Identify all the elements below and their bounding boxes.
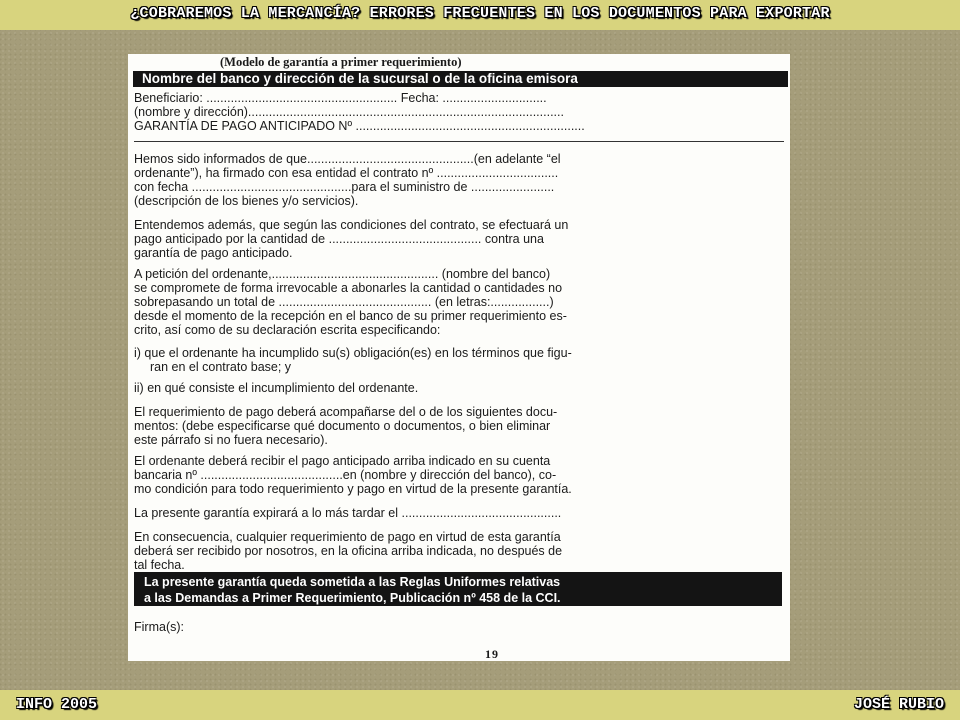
paragraph-1-line-2: ordenante”), ha firmado con esa entidad el contrato nº ................................... — [134, 166, 559, 180]
paragraph-1-line-3: con fecha ..............................................para el suministro de ........................ — [134, 180, 555, 194]
name-address-line: (nombre y dirección)........................................................................................... — [134, 105, 564, 119]
item-ii-line: ii) en qué consiste el incumplimiento del ordenante. — [134, 381, 419, 395]
notice-line-2: a las Demandas a Primer Requerimiento, Publicación nº 458 de la CCI. — [144, 591, 561, 605]
paragraph-1-line-4: (descripción de los bienes y/o servicios). — [134, 194, 359, 208]
paragraph-4-line-2: mentos: (debe especificarse qué documento o documentos, o bien eliminar — [134, 419, 551, 433]
paragraph-4-line-1: El requerimiento de pago deberá acompañarse del o de los siguientes docu- — [134, 405, 558, 419]
document-caption: (Modelo de garantía a primer requerimiento) — [220, 55, 462, 69]
paragraph-5-line-2: bancaria nº .........................................en (nombre y dirección del banco), co- — [134, 468, 557, 482]
scanned-document — [128, 54, 790, 661]
paragraph-3-line-2: se compromete de forma irrevocable a abonarles la cantidad o cantidades no — [134, 281, 563, 295]
paragraph-4-line-3: este párrafo si no fuera necesario). — [134, 433, 328, 447]
page-number: 19 — [485, 647, 499, 661]
footer-right-label: JOSÉ RUBIO — [853, 696, 944, 713]
item-i-line-1: i) que el ordenante ha incumplido su(s) obligación(es) en los términos que figu- — [134, 346, 572, 360]
rules-notice-box — [134, 572, 782, 606]
paragraph-3-line-4: desde el momento de la recepción en el banco de su primer requerimiento es- — [134, 309, 567, 323]
paragraph-5-line-3: mo condición para todo requerimiento y pago en virtud de la presente garantía. — [134, 482, 572, 496]
expiry-line: La presente garantía expirará a lo más tardar el .............................................. — [134, 506, 562, 520]
paragraph-2-line-1: Entendemos además, que según las condiciones del contrato, se efectuará un — [134, 218, 569, 232]
paragraph-6-line-2: deberá ser recibido por nosotros, en la oficina arriba indicada, no después de — [134, 544, 563, 558]
footer-left-label: INFO 2005 — [16, 696, 98, 713]
item-i-line-2: ran en el contrato base; y — [150, 360, 292, 374]
paragraph-3-line-1: A petición del ordenante,................................................ (nombre del banco) — [134, 267, 551, 281]
beneficiary-line: Beneficiario: ....................................................... Fecha: .............................. — [134, 91, 547, 105]
paragraph-3-line-3: sobrepasando un total de ............................................ (en letras:.................) — [134, 295, 554, 309]
paragraph-2-line-2: pago anticipado por la cantidad de ............................................ contra una — [134, 232, 544, 246]
guarantee-number-line: GARANTÍA DE PAGO ANTICIPADO Nº .................................................................. — [134, 119, 585, 133]
paragraph-1-line-1: Hemos sido informados de que................................................(en adelante “el — [134, 152, 561, 166]
paragraph-2-line-3: garantía de pago anticipado. — [134, 246, 293, 260]
bank-name-bar: Nombre del banco y dirección de la sucursal o de la oficina emisora — [133, 71, 788, 87]
paragraph-3-line-5: crito, así como de su declaración escrita especificando: — [134, 323, 441, 337]
slide-title: ¿COBRAREMOS LA MERCANCÍA? ERRORES FRECUENTES EN LOS DOCUMENTOS PARA EXPORTAR — [130, 5, 830, 22]
paragraph-6-line-3: tal fecha. — [134, 558, 185, 572]
signature-label: Firma(s): — [134, 620, 184, 634]
footer-bar — [0, 690, 960, 720]
notice-line-1: La presente garantía queda sometida a las Reglas Uniformes relativas — [144, 575, 561, 589]
paragraph-6-line-1: En consecuencia, cualquier requerimiento de pago en virtud de esta garantía — [134, 530, 561, 544]
paragraph-5-line-1: El ordenante deberá recibir el pago anticipado arriba indicado en su cuenta — [134, 454, 551, 468]
separator-rule — [134, 141, 784, 142]
